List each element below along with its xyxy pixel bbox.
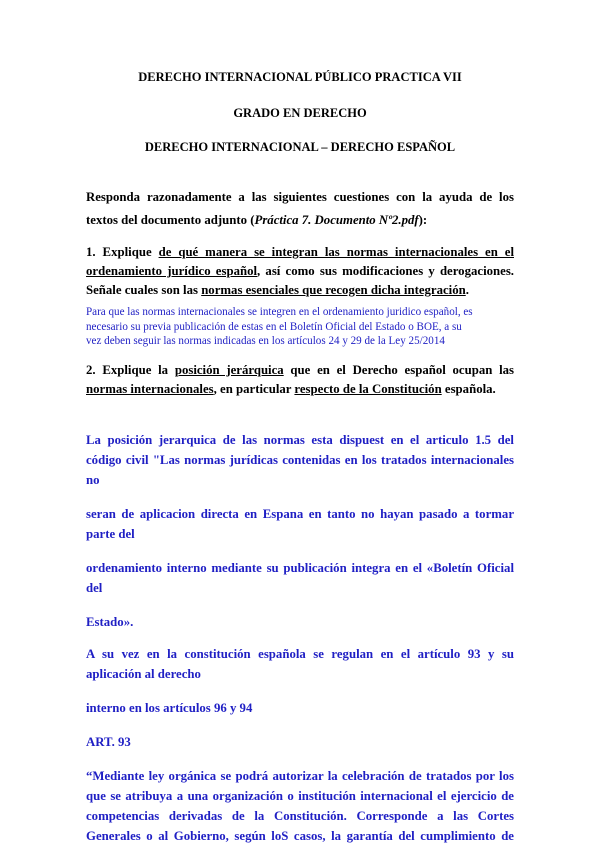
q2-underlined-3: respecto de la Constitución: [294, 382, 442, 396]
header-subject: DERECHO INTERNACIONAL – DERECHO ESPAÑOL: [144, 140, 456, 154]
answer-1-line-1: Para que las normas internacionales se integren en el ordenamiento juridico español, es: [86, 306, 473, 318]
question-1-line-2: [86, 262, 514, 281]
q2-text-3: , en particular: [213, 382, 295, 396]
answer-1: [86, 305, 514, 349]
q1-underlined-3: normas esenciales que recogen dicha integración: [201, 283, 466, 297]
question-1-line-3: [86, 281, 514, 300]
intro-instructions: [86, 188, 514, 230]
q1-text-3: Señale cuales son las: [86, 283, 202, 297]
header-title: DERECHO INTERNACIONAL PÚBLICO PRACTICA VII: [138, 70, 462, 84]
intro-text-end: ):: [418, 213, 428, 227]
intro-text: textos del documento adjunto (: [86, 213, 255, 227]
q2-underlined-2: normas internacionales: [86, 382, 214, 396]
q1-text-2: , así como sus modificaciones y derogaciones.: [257, 264, 514, 278]
answer-2-line-3: no: [86, 473, 100, 487]
q2-text: 2. Explique la: [86, 363, 175, 377]
question-2-line-1: [86, 361, 514, 380]
article-heading: ART. 93: [86, 735, 131, 749]
q1-text-4: .: [465, 283, 469, 297]
answer-2-line-1: La posición jerarquica de las normas esta dispuest en el articulo 1.5 del: [86, 433, 514, 447]
question-2: [86, 361, 514, 399]
answer-2-line-13: “Mediante ley orgánica se podrá autorizar la celebración de tratados por los: [86, 769, 514, 783]
answer-2-line-6: ordenamiento interno mediante su publicación integra en el «Boletín Oficial: [86, 561, 514, 575]
answer-2-line-4: seran de aplicacion directa en Espana en tanto no hayan pasado a tormar: [86, 507, 514, 521]
q2-underlined: posición jerárquica: [174, 363, 284, 377]
answer-2-line-11: interno en los artículos 96 y 94: [86, 701, 253, 715]
answer-1-line-3: vez deben seguir las normas indicadas en los artículos 24 y 29 de la Ley 25/2014: [86, 335, 445, 347]
intro-line-1: Responda razonadamente a las siguientes cuestiones con la ayuda de los: [86, 190, 514, 204]
q1-underlined: de qué manera se integran las normas internacionales en el: [158, 245, 514, 259]
header-degree: GRADO EN DERECHO: [233, 106, 367, 120]
q2-text-2: que en el Derecho español ocupan las: [283, 363, 515, 377]
answer-2-line-2: código civil "Las normas jurídicas contenidas en los tratados internacionales: [86, 453, 514, 467]
answer-2-line-9: A su vez en la constitución española se regulan en el artículo 93 y su: [86, 647, 514, 661]
answer-2-line-7: del: [86, 581, 103, 595]
q2-text-4: española.: [441, 382, 496, 396]
q1-underlined-2: ordenamiento jurídico español: [86, 264, 258, 278]
answer-2-line-16: Generales o al Gobierno, según loS casos, la garantía del cumplimiento de: [86, 829, 514, 843]
document-reference: Práctica 7. Documento Nº2.pdf: [254, 213, 419, 227]
answer-2-line-10: aplicación al derecho: [86, 667, 201, 681]
answer-2-line-14: que se atribuya a una organización o institución internacional el ejercicio de: [86, 789, 514, 803]
answer-1-line-2: necesario su previa publicación de estas en el Boletín Oficial del Estado o BOE, a su: [86, 320, 462, 333]
answer-2-line-15: competencias derivadas de la Constitución. Corresponde a las Cortes: [86, 809, 514, 823]
answer-2-line-5: parte del: [86, 527, 135, 541]
q1-text: 1. Explique: [86, 245, 159, 259]
question-1: [86, 243, 514, 300]
question-1-line-1: [86, 243, 514, 262]
answer-2: [86, 430, 514, 846]
question-2-line-2: [86, 380, 514, 399]
answer-2-line-8: Estado».: [86, 615, 134, 629]
intro-line-2: [86, 211, 514, 230]
